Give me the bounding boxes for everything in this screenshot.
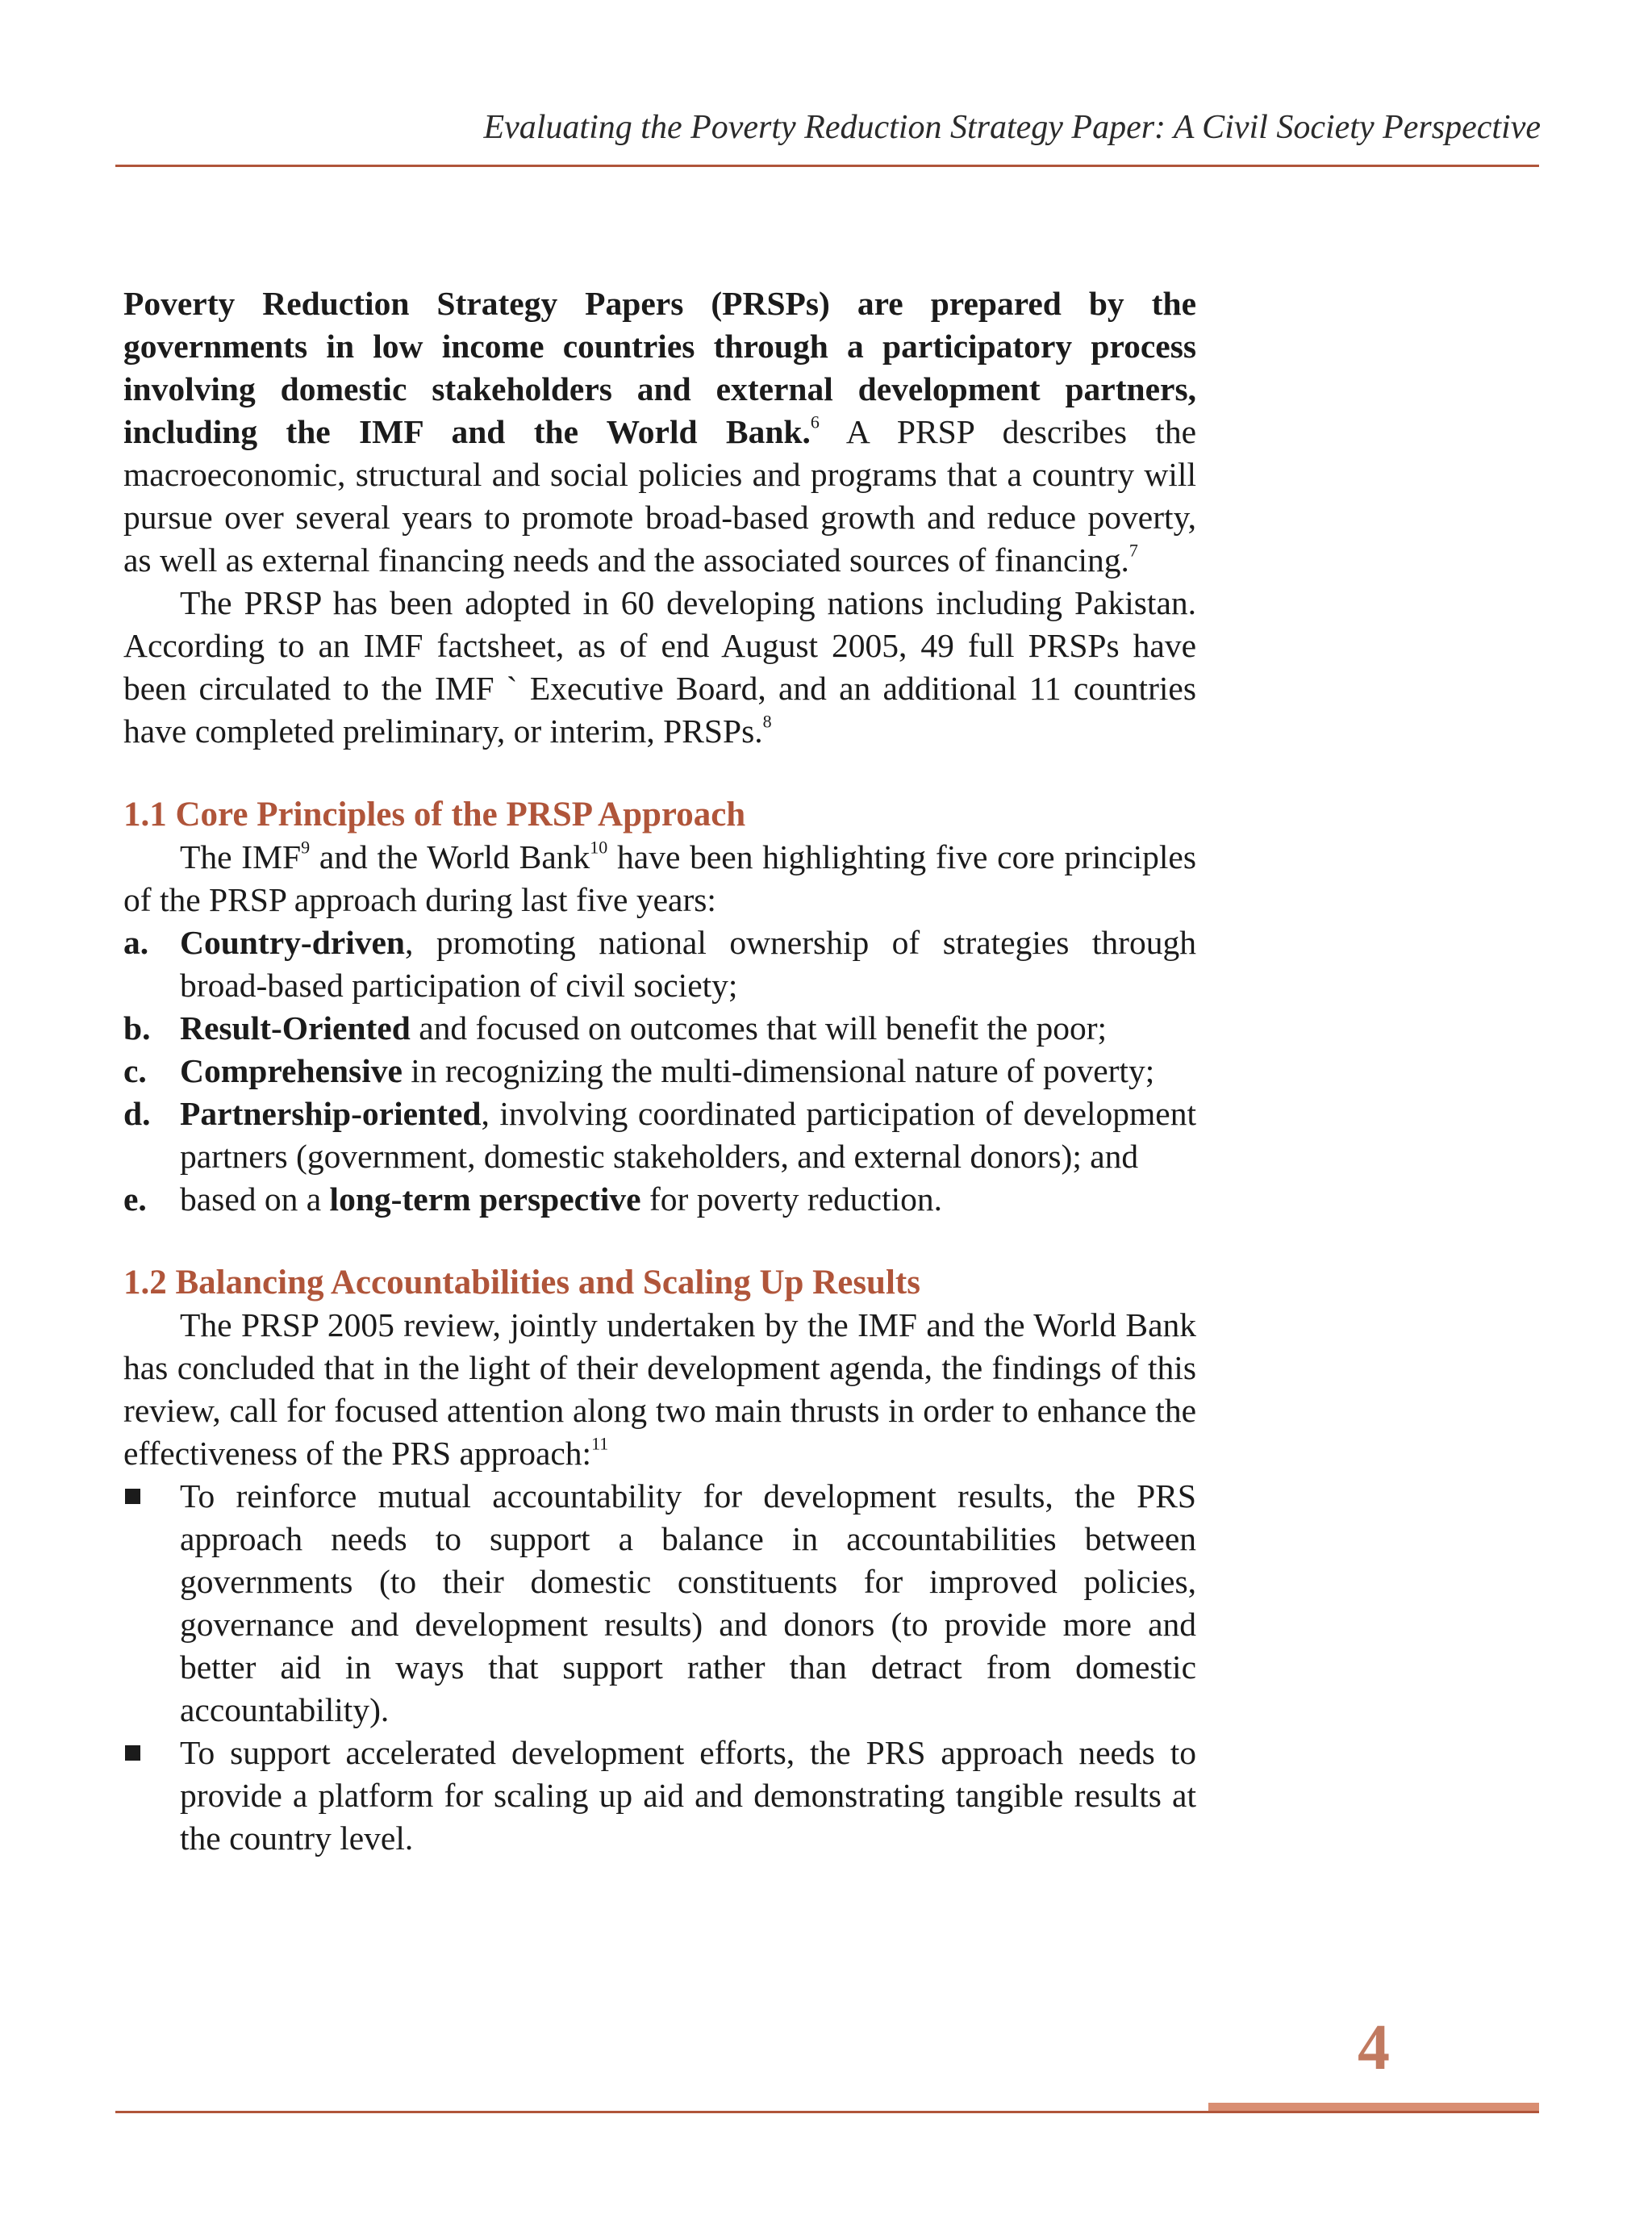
header-divider <box>115 165 1539 167</box>
list-item <box>123 1007 1196 1050</box>
footnote-ref-8: 8 <box>762 711 772 732</box>
footnote-ref-11: 11 <box>591 1433 609 1454</box>
running-header-title: Evaluating the Poverty Reduction Strategy Paper: A Civil Society Perspective <box>483 109 1541 146</box>
footnote-ref-10: 10 <box>590 837 608 858</box>
intro-paragraph-2 <box>123 582 1196 753</box>
principle-term: long-term perspective <box>329 1180 641 1218</box>
square-bullet-icon <box>125 1489 140 1504</box>
core-principles-list <box>123 921 1196 1221</box>
list-marker: b. <box>123 1009 151 1047</box>
list-item <box>123 1050 1196 1093</box>
bullet-text: To support accelerated development efforts, the PRS approach needs to provide a platform for scaling up aid and demonstrating tangible results at the country level. <box>180 1734 1196 1857</box>
intro-paragraph-1 <box>123 282 1196 582</box>
thrusts-bullet-list <box>123 1475 1196 1860</box>
principle-text: in recognizing the multi-dimensional nature of poverty; <box>402 1052 1155 1089</box>
footnote-ref-6: 6 <box>810 412 820 432</box>
bullet-item <box>123 1475 1196 1732</box>
section-1-1-heading: 1.1 Core Principles of the PRSP Approach <box>123 796 746 834</box>
list-marker: c. <box>123 1052 147 1089</box>
principle-term: Partnership-oriented <box>180 1095 482 1132</box>
principle-text: , involving coordinated participation of development partners (government, domestic stakeholders, and external donors); and <box>180 1095 1196 1175</box>
footer-accent-bar <box>1208 2103 1539 2111</box>
list-item <box>123 921 1196 1007</box>
intro-bold-sentence: Poverty Reduction Strategy Papers (PRSPs) are prepared by the governments in low income countries through a participatory process involving domestic stakeholders and external development partners, including the IMF and the World Bank. <box>123 285 1196 450</box>
bullet-item <box>123 1732 1196 1860</box>
section-1-2-intro-text: The PRSP 2005 review, jointly undertaken by the IMF and the World Bank has concluded that in the light of their development agenda, the findings of this review, call for focused attention along two main thrusts in order to enhance the effectiveness of the PRS approach: <box>123 1306 1196 1472</box>
section-1-1-intro-part-b: and the World Bank <box>310 838 590 875</box>
section-1-2-intro <box>123 1304 1196 1475</box>
section-1-1-intro-part-c: have been highlighting five core principles of the PRSP approach during last five years: <box>123 838 1196 918</box>
intro-paragraph-2-text: The PRSP has been adopted in 60 developing nations including Pakistan. According to an IMF factsheet, as of end August 2005, 49 full PRSPs have been circulated to the IMF ` Executive Board, and an additional 11 countries have completed preliminary, or interim, PRSPs. <box>123 584 1196 750</box>
list-item <box>123 1093 1196 1178</box>
list-marker: a. <box>123 924 149 961</box>
principle-text: for poverty reduction. <box>640 1180 942 1218</box>
principle-term: Result-Oriented <box>180 1009 411 1047</box>
footnote-ref-7: 7 <box>1128 540 1138 561</box>
list-marker: e. <box>123 1180 147 1218</box>
page-number: 4 <box>1358 2012 1390 2083</box>
section-1-1-intro <box>123 836 1196 921</box>
principle-term: Country-driven <box>180 924 405 961</box>
section-1-2-heading: 1.2 Balancing Accountabilities and Scaling Up Results <box>123 1264 920 1302</box>
principle-text: and focused on outcomes that will benefit the poor; <box>410 1009 1108 1047</box>
intro-paragraph-1-rest: A PRSP describes the macroeconomic, structural and social policies and programs that a country will pursue over several years to promote broad-based growth and reduce poverty, as well as external financing needs and the associated sources of financing. <box>123 413 1196 579</box>
square-bullet-icon <box>125 1745 140 1761</box>
list-marker: d. <box>123 1095 151 1132</box>
bullet-text: To reinforce mutual accountability for development results, the PRS approach needs to support a balance in accountabilities between governments (to their domestic constituents for improved policies, governance and development results) and donors (to provide more and better aid in ways that support rather than detract from domestic accountability). <box>180 1477 1196 1728</box>
principle-term: Comprehensive <box>180 1052 403 1089</box>
list-item <box>123 1178 1196 1221</box>
footnote-ref-9: 9 <box>301 837 311 858</box>
principle-pre: based on a <box>180 1180 330 1218</box>
body-text <box>123 282 1196 1860</box>
section-1-1-intro-part-a: The IMF <box>180 838 302 875</box>
principle-text: , promoting national ownership of strategies through broad-based participation of civil society; <box>180 924 1196 1004</box>
footer-divider <box>115 2111 1539 2113</box>
